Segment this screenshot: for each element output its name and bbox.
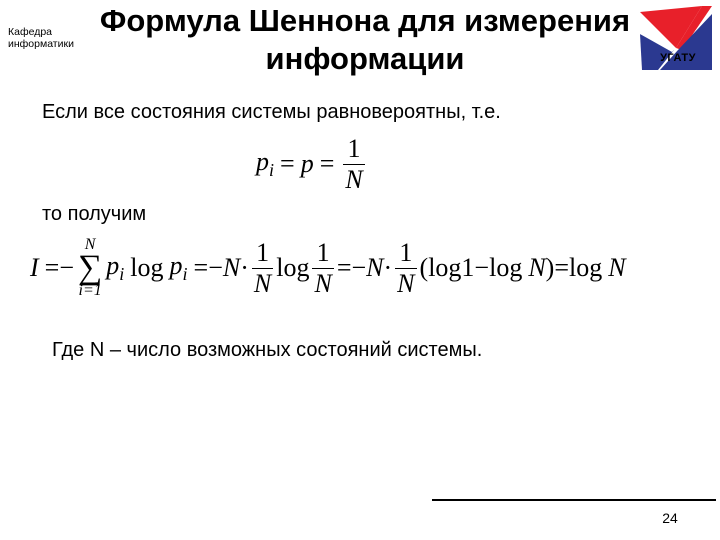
eq2-fraction-1: $\frac{1}{N}$ — [253, 237, 272, 298]
eq2-N-4: N — [608, 253, 626, 282]
eq2-equals-1: = — [44, 253, 60, 282]
result-text: то получим — [42, 203, 147, 225]
intro-text: Если все состояния системы равновероятны, т.е. — [42, 101, 501, 123]
eq2-minus-3: − — [351, 253, 367, 282]
eq2-sum — [78, 237, 102, 299]
eq1-equals-1: = — [280, 149, 295, 178]
eq2-sum-symbol: ∑ — [78, 249, 103, 286]
title-line-1: Формула Шеннона для измерения — [99, 3, 631, 38]
department-line-1: Кафедра — [8, 26, 53, 38]
shannon-formula — [30, 232, 626, 304]
eq2-log-2: log — [276, 253, 310, 282]
eq1-equals-2: = — [319, 149, 335, 178]
eq2-log1: log1 — [428, 253, 475, 282]
eq2-fraction-2: $\frac{1}{N}$ — [314, 237, 332, 298]
eq2-sum-top: N — [84, 236, 96, 253]
eq2-sum-bottom: i=1 — [78, 282, 102, 299]
department-label — [8, 26, 74, 50]
eq1-p-i: $p_i$ — [256, 146, 275, 181]
eq2-N-1: N — [222, 253, 241, 282]
eq2-close-paren: ) — [545, 253, 555, 282]
eq2-minus-1: − — [59, 253, 75, 282]
logo-caption: УГАТУ — [660, 52, 696, 64]
department-line-2: информатики — [8, 38, 74, 50]
note-text: Где N – число возможных состояний системы. — [52, 339, 483, 361]
eq2-equals-4: = — [554, 253, 570, 282]
eq2-equals-2: = — [193, 253, 209, 282]
eq2-N-2: N — [366, 253, 384, 282]
eq2-log-4: log — [569, 253, 603, 282]
eq2-p-i-1: $p_i$ — [106, 250, 125, 285]
eq1-denominator: N — [345, 164, 363, 194]
eq2-I: I — [30, 253, 39, 282]
eq2-fraction-3: $\frac{1}{N}$ — [397, 237, 415, 298]
eq2-equals-3: = — [336, 253, 352, 282]
eq1-p: p — [300, 149, 314, 178]
equiprobable-formula — [256, 128, 368, 200]
eq2-minus-2: − — [208, 253, 223, 282]
title-line-2: информации — [265, 41, 465, 76]
eq1-fraction — [343, 134, 364, 195]
footer-divider — [432, 499, 716, 501]
eq2-minus-4: − — [474, 253, 490, 282]
eq2-dot-2: · — [383, 253, 393, 282]
slide-title — [70, 2, 660, 78]
eq2-log-3: log — [489, 253, 523, 282]
page-number: 24 — [662, 510, 678, 526]
eq2-dot-1: · — [240, 253, 249, 282]
eq2-open-paren: ( — [419, 253, 429, 282]
eq2-log-1: log — [130, 253, 164, 282]
eq2-p-i-2: $p_i$ — [169, 250, 188, 285]
eq1-numerator: 1 — [347, 133, 361, 163]
eq2-N-3: N — [528, 253, 546, 282]
